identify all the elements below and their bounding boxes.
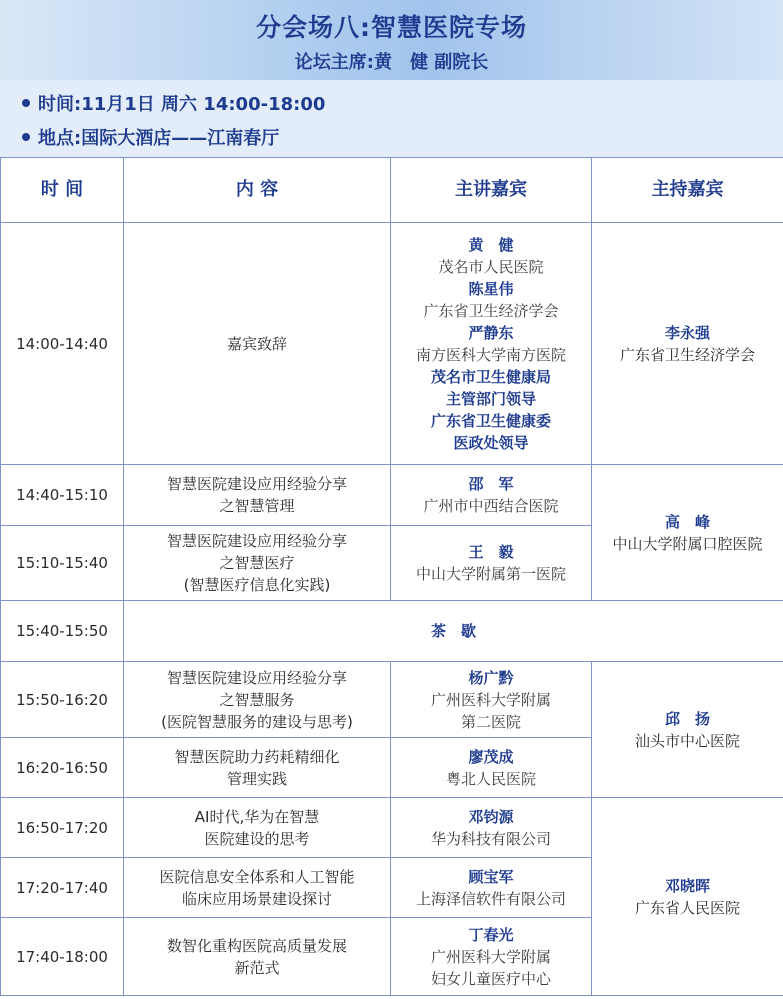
speaker-org: 华为科技有限公司 [430, 829, 551, 848]
host-cell [592, 465, 783, 601]
content-cell [124, 223, 391, 465]
speaker-org: 粤北人民医院 [445, 769, 536, 788]
host-name: 李永强 [664, 323, 710, 342]
speaker-cell [391, 738, 592, 798]
speaker-org: 广州医科大学附属 [430, 947, 551, 966]
time-cell: 15:10-15:40 [1, 526, 124, 601]
time-cell: 15:50-16:20 [1, 662, 124, 738]
content-line: 临床应用场景建设探讨 [181, 889, 332, 908]
speaker-org: 上海泽信软件有限公司 [415, 889, 566, 908]
content-cell [124, 798, 391, 858]
content-cell [124, 738, 391, 798]
place-line [22, 124, 279, 150]
speaker-cell [391, 918, 592, 996]
time-cell: 17:20-17:40 [1, 858, 124, 918]
speaker-name: 茂名市卫生健康局 [430, 367, 551, 386]
host-cell [592, 223, 783, 465]
page-title: 分会场八:智慧医院专场 [256, 13, 527, 42]
table-row [1, 223, 783, 465]
speaker-org: 广东省卫生经济学会 [423, 301, 559, 320]
host-org: 广东省人民医院 [634, 898, 740, 917]
speaker-name: 主管部门领导 [445, 389, 536, 408]
content-cell [124, 662, 391, 738]
col-header-speaker: 主讲嘉宾 [391, 158, 592, 223]
time-cell: 14:40-15:10 [1, 465, 124, 526]
speaker-name: 黄 健 [468, 235, 514, 254]
break-label: 茶 歇 [430, 622, 476, 640]
speaker-org: 第二医院 [460, 712, 521, 731]
content-line: 医院建设的思考 [204, 829, 310, 848]
content-line: 智慧医院建设应用经验分享 [166, 475, 347, 493]
bullet-icon [22, 99, 30, 107]
speaker-cell [391, 465, 592, 526]
speaker-name: 陈星伟 [468, 279, 514, 298]
time-line [22, 90, 325, 116]
time-text: 时间:11月1日 周六 14:00-18:00 [38, 94, 326, 115]
content-line: 之智慧医疗 [219, 554, 295, 572]
break-cell [124, 601, 783, 662]
content-cell [124, 858, 391, 918]
speaker-name: 广东省卫生健康委 [430, 411, 551, 430]
time-cell: 16:20-16:50 [1, 738, 124, 798]
content-line: 智慧医院助力药耗精细化 [174, 747, 340, 766]
speaker-cell [391, 526, 592, 601]
time-cell: 15:40-15:50 [1, 601, 124, 662]
host-name: 邓晓晖 [664, 876, 710, 895]
host-cell [592, 662, 783, 798]
content-line: 嘉宾致辞 [226, 334, 287, 353]
speaker-name: 杨广黔 [468, 668, 514, 687]
table-row [1, 465, 783, 526]
content-line: AI时代,华为在智慧 [194, 807, 320, 826]
speaker-name: 丁春光 [468, 925, 514, 944]
speaker-org: 广州医科大学附属 [430, 690, 551, 709]
content-cell [124, 465, 391, 526]
speaker-cell [391, 223, 592, 465]
header-banner [0, 0, 783, 81]
host-name: 高 峰 [664, 512, 710, 531]
schedule-table [0, 157, 783, 996]
time-cell: 17:40-18:00 [1, 918, 124, 996]
forum-chair: 论坛主席:黄 健 副院长 [294, 52, 489, 73]
table-row [1, 798, 783, 858]
speaker-org: 南方医科大学南方医院 [415, 345, 566, 364]
host-cell [592, 798, 783, 996]
speaker-name: 邓钧源 [468, 807, 514, 826]
host-org: 中山大学附属口腔医院 [612, 534, 763, 553]
content-line: 数智化重构医院高质量发展 [166, 936, 347, 955]
speaker-org: 广州市中西结合医院 [423, 497, 559, 515]
speaker-org: 茂名市人民医院 [438, 257, 544, 276]
speaker-name: 严静东 [468, 323, 514, 342]
content-line: 智慧医院建设应用经验分享 [166, 668, 347, 687]
speaker-cell [391, 798, 592, 858]
speaker-cell [391, 858, 592, 918]
col-header-host: 主持嘉宾 [592, 158, 783, 223]
content-line: 智慧医院建设应用经验分享 [166, 532, 347, 550]
speaker-name: 廖茂成 [468, 747, 514, 766]
content-cell [124, 526, 391, 601]
speaker-name: 王 毅 [468, 543, 514, 561]
speaker-org: 中山大学附属第一医院 [415, 565, 566, 583]
speaker-org: 妇女儿童医疗中心 [430, 969, 551, 988]
table-header-row [1, 158, 783, 223]
table-row [1, 662, 783, 738]
speaker-name: 邵 军 [468, 475, 514, 493]
content-cell [124, 918, 391, 996]
content-line: (智慧医疗信息化实践) [183, 576, 331, 594]
table-row [1, 601, 783, 662]
col-header-time: 时 间 [1, 158, 124, 223]
speaker-name: 医政处领导 [453, 433, 529, 452]
content-line: (医院智慧服务的建设与思考) [161, 712, 353, 731]
time-cell: 16:50-17:20 [1, 798, 124, 858]
host-org: 广东省卫生经济学会 [619, 345, 755, 364]
time-cell: 14:00-14:40 [1, 223, 124, 465]
content-line: 管理实践 [226, 769, 287, 788]
content-line: 之智慧服务 [219, 690, 295, 709]
speaker-name: 顾宝军 [468, 867, 514, 886]
host-name: 邱 扬 [664, 709, 710, 728]
host-org: 汕头市中心医院 [634, 731, 740, 750]
content-line: 之智慧管理 [219, 497, 295, 515]
col-header-content: 内 容 [124, 158, 391, 223]
content-line: 新范式 [234, 958, 280, 977]
place-text: 地点:国际大酒店——江南春厅 [38, 128, 280, 149]
speaker-cell [391, 662, 592, 738]
content-line: 医院信息安全体系和人工智能 [159, 867, 355, 886]
info-panel [0, 80, 783, 158]
bullet-icon [22, 133, 30, 141]
